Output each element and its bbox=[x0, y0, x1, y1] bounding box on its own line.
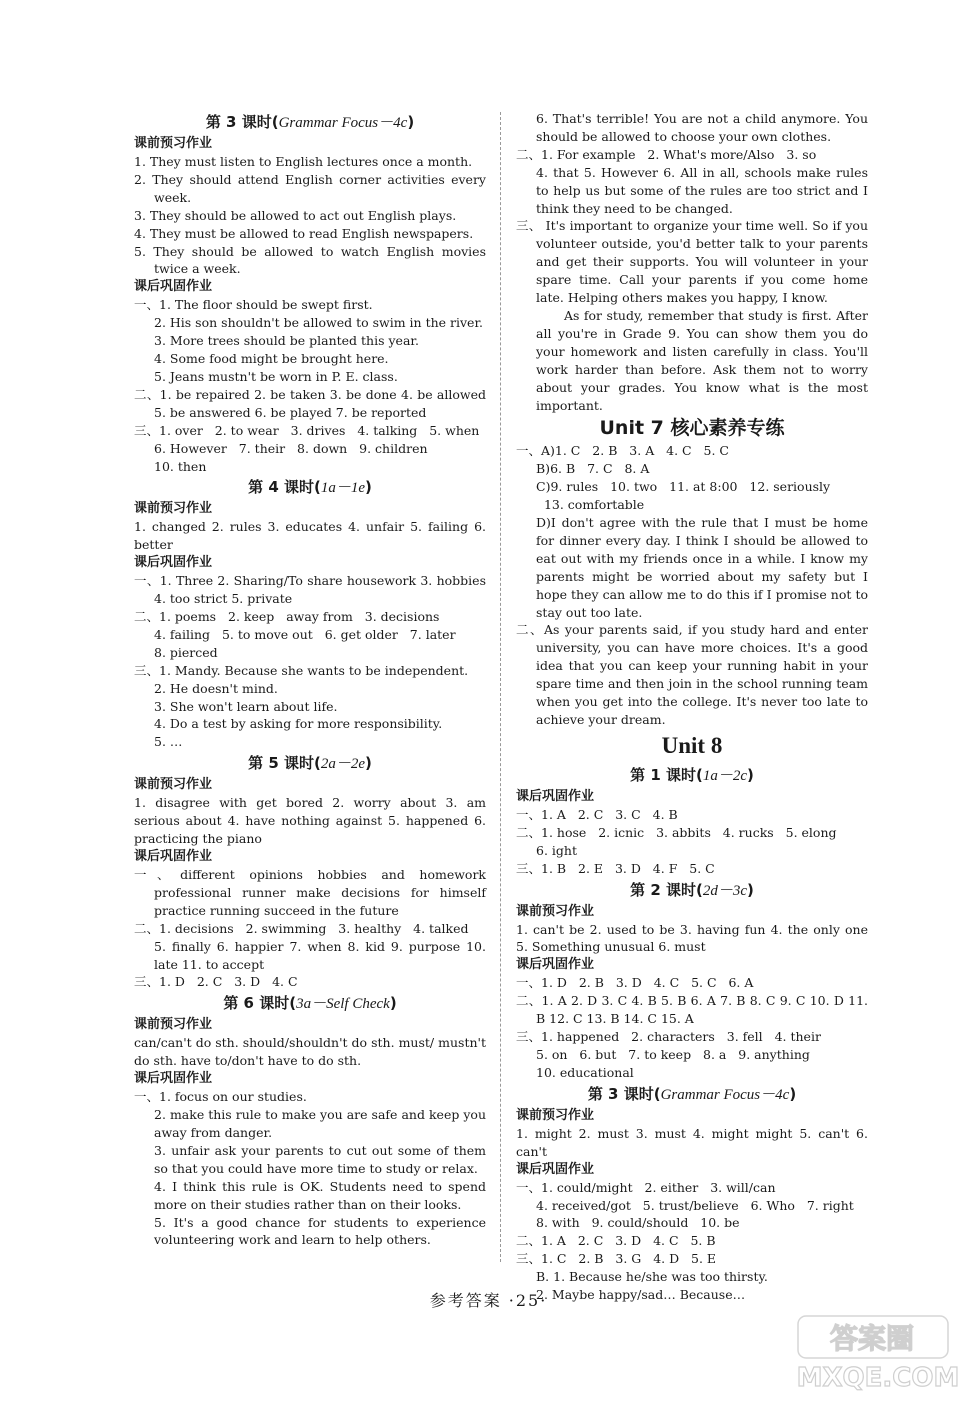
answer-line: 3. They should be allowed to act out English plays. bbox=[134, 207, 457, 223]
answer-line: 2. Maybe happy/sad… Because… bbox=[536, 1287, 746, 1303]
answer-line: 2. He doesn't mind. bbox=[154, 680, 278, 696]
watermark-logo bbox=[790, 1310, 965, 1395]
lesson-heading-label: 第 3 课时( bbox=[205, 113, 279, 131]
section-heading: 课后巩固作业 bbox=[134, 279, 213, 295]
answer-line: 三、1. D 2. C 3. D 4. C bbox=[134, 974, 298, 990]
section-heading: 课后巩固作业 bbox=[134, 1071, 213, 1087]
lesson-heading-close: ) bbox=[747, 880, 754, 899]
answer-line: 一、1. could/might 2. either 3. will/can bbox=[516, 1179, 776, 1195]
unit-title: Unit 8 bbox=[661, 732, 723, 758]
lesson-heading-label: 第 1 课时( bbox=[630, 765, 703, 784]
answer-line: 一、different opinions hobbies and homework professional runner make decisions for himself practice running succeed in the future bbox=[134, 867, 486, 918]
lesson-heading-label: 第 4 课时( bbox=[248, 478, 321, 497]
lesson-heading bbox=[134, 991, 486, 1016]
answer-line: 2. His son shouldn't be allowed to swim in the river. bbox=[154, 315, 484, 331]
answer-line: 8. with 9. could/should 10. be bbox=[536, 1215, 740, 1231]
section-heading: 课后巩固作业 bbox=[134, 849, 213, 864]
answer-line: 2. They should attend English corner activities every week. bbox=[134, 171, 486, 205]
lesson-heading-range: 2d－3c bbox=[702, 882, 748, 899]
answer-line: 一、1. A 2. C 3. C 4. B bbox=[516, 806, 678, 822]
answer-line: 一、1. D 2. B 3. D 4. C 5. C 6. A bbox=[516, 975, 754, 991]
answer-line: 5. Jeans mustn't be worn in P. E. class. bbox=[154, 368, 398, 384]
page-footer: 参考答案 ·25· bbox=[429, 1291, 548, 1310]
answer-line: 4. received/got 5. trust/believe 6. Who 7. right bbox=[536, 1197, 854, 1213]
lesson-heading-range: Grammar Focus－4c bbox=[278, 115, 408, 131]
lesson-heading bbox=[516, 1082, 868, 1107]
svg-text:答案圈: 答案圈 bbox=[829, 1322, 915, 1355]
answer-line: 一、1. The floor should be swept first. bbox=[134, 297, 373, 313]
answer-line: C)9. rules 10. two 11. at 8:00 12. seriously bbox=[536, 479, 831, 495]
answer-line: 10. then bbox=[154, 458, 207, 474]
lesson-heading-close: ) bbox=[365, 754, 372, 773]
section-heading: 课前预习作业 bbox=[134, 501, 213, 517]
answer-line: 5. It's a good chance for students to experience volunteering work and learn to help others. bbox=[154, 1214, 486, 1248]
answer-line: 2. make this rule to make you are safe and keep you away from danger. bbox=[154, 1107, 486, 1140]
lesson-heading bbox=[134, 475, 486, 500]
answer-line: 13. comfortable bbox=[536, 497, 645, 513]
answer-line: 4. that 5. However 6. All in all, schools make rules to help us but some of the rules are too strict and I think they need to be changed. bbox=[536, 164, 868, 216]
answer-line: 一、A)1. C 2. B 3. A 4. C 5. C bbox=[516, 443, 729, 459]
answer-line: 三、1. over 2. to wear 3. drives 4. talking 5. when bbox=[134, 422, 480, 438]
answer-line: B)6. B 7. C 8. A bbox=[536, 461, 650, 477]
answer-line: 8. pierced bbox=[154, 644, 218, 660]
answer-line: 6. However 7. their 8. down 9. children bbox=[154, 440, 428, 456]
section-heading: 课后巩固作业 bbox=[516, 957, 595, 973]
answer-line: 二、1. be repaired 2. be taken 3. be done 4. be allowed 5. be answered 6. be played 7. be reported bbox=[134, 386, 486, 420]
section-heading: 课前预习作业 bbox=[516, 1107, 595, 1123]
answer-line: 1. disagree with get bored 2. worry about 3. am serious about 4. have nothing against 5. happened 6. practicing the piano bbox=[134, 795, 486, 847]
lesson-heading-label: 第 5 课时( bbox=[248, 754, 321, 773]
answer-line: 1. changed 2. rules 3. educates 4. unfair 5. failing 6. better bbox=[134, 519, 486, 553]
answer-line: 二、1. poems 2. keep away from 3. decisions bbox=[134, 609, 440, 625]
answer-line: 4. failing 5. to move out 6. get older 7. later bbox=[154, 626, 456, 642]
answer-line: 1. might 2. must 3. must 4. might might 5. can't 6. can't bbox=[516, 1125, 868, 1159]
answer-line: 一、1. Three 2. Sharing/To share housework 3. hobbies 4. too strict 5. private bbox=[134, 573, 486, 607]
answer-line: 4. I think this rule is OK. Students need to spend more on their studies rather than on their looks. bbox=[154, 1178, 486, 1212]
answer-line: 二、1. decisions 2. swimming 3. healthy 4. talked bbox=[134, 920, 469, 936]
lesson-heading-label: 第 6 课时( bbox=[223, 994, 297, 1013]
section-heading: 课后巩固作业 bbox=[516, 1161, 595, 1177]
answer-line: 4. They must be allowed to read English newspapers. bbox=[134, 225, 474, 241]
answer-line: 三、1. C 2. B 3. G 4. D 5. E bbox=[516, 1251, 717, 1267]
lesson-heading-range: 3a－Self Check bbox=[296, 996, 390, 1013]
lesson-heading-close: ) bbox=[407, 113, 415, 131]
answer-line: 5. finally 6. happier 7. when 8. kid 9. purpose 10. late 11. to accept bbox=[154, 938, 486, 972]
lesson-heading-range: 2a－2e bbox=[320, 756, 366, 773]
lesson-heading-close: ) bbox=[365, 478, 372, 497]
answer-line: 二、1. For example 2. What's more/Also 3. so bbox=[516, 146, 817, 162]
answer-line: 三、1. B 2. E 3. D 4. F 5. C bbox=[516, 860, 715, 876]
section-heading: 课后巩固作业 bbox=[516, 788, 595, 804]
answer-line: 4. Some food might be brought here. bbox=[154, 351, 389, 367]
answer-line: 5. on 6. but 7. to keep 8. a 9. anything bbox=[536, 1046, 810, 1062]
answer-line: 三、1. happened 2. characters 3. fell 4. their bbox=[516, 1029, 821, 1045]
lesson-heading-range: Grammar Focus－4c bbox=[660, 1086, 790, 1103]
answer-line: 6. ight bbox=[536, 842, 577, 858]
answer-line: 二、1. A 2. C 3. D 4. C 5. B bbox=[516, 1233, 716, 1249]
lesson-heading-range: 1a－2c bbox=[702, 767, 748, 784]
right-column bbox=[516, 110, 868, 1304]
essay-paragraph: 三、 It's important to organize your time well. So if you volunteer outside, you'd better talk to your parents and get their supports. You will volunteer in your spare time. Call your parents if you come home late. Helping others makes you happy, I know. bbox=[516, 218, 868, 306]
lesson-heading-close: ) bbox=[747, 765, 754, 784]
unit-title: Unit 7 核心素养专练 bbox=[599, 417, 785, 440]
left-column bbox=[134, 110, 486, 1249]
section-heading: 课前预习作业 bbox=[134, 777, 213, 793]
answer-line: 4. Do a test by asking for more responsibility. bbox=[154, 716, 443, 732]
essay-paragraph: As for study, remember that study is first. After all you're in Grade 9. You can show them you do your homework and listen carefully in class. You'll work harder than before. Ask them not to worry about your grades. You know what is the most important. bbox=[536, 307, 868, 413]
section-heading: 课前预习作业 bbox=[134, 136, 213, 151]
answer-line: can/can't do sth. should/shouldn't do sth. must/ mustn't do sth. have to/don't have to do sth. bbox=[134, 1035, 486, 1069]
answer-line: 二、As your parents said, if you study hard and enter university, you can have more choices. It's a good idea that you can keep your running habit in your spare time and then join in the school running team when you get into the college. It's never too late to achieve your dream. bbox=[516, 622, 868, 727]
answer-line: 6. That's terrible! You are not a child anymore. You should be allowed to choose your own clothes. bbox=[536, 111, 868, 144]
section-heading: 课前预习作业 bbox=[134, 1017, 213, 1033]
lesson-heading bbox=[134, 110, 486, 135]
lesson-heading-close: ) bbox=[389, 994, 397, 1013]
section-heading: 课前预习作业 bbox=[516, 903, 595, 919]
lesson-heading bbox=[134, 751, 486, 776]
answer-line: 三、1. Mandy. Because she wants to be independent. bbox=[134, 662, 469, 678]
lesson-heading-range: 1a－1e bbox=[320, 480, 366, 497]
lesson-heading bbox=[516, 878, 868, 903]
answer-line: 二、1. A 2. D 3. C 4. B 5. B 6. A 7. B 8. C 9. C 10. D 11. B 12. C 13. B 14. C 15. A bbox=[516, 993, 868, 1027]
lesson-heading-label: 第 2 课时( bbox=[630, 880, 703, 899]
answer-line: 5. They should be allowed to watch English movies twice a week. bbox=[134, 243, 486, 277]
watermark-text: MXQE.COM bbox=[796, 1363, 960, 1393]
lesson-heading-close: ) bbox=[789, 1084, 797, 1103]
lesson-heading bbox=[516, 763, 868, 788]
answer-line: 5. … bbox=[154, 734, 183, 750]
answer-line: 3. unfair ask your parents to cut out some of them so that you could have more time to study or relax. bbox=[154, 1142, 486, 1176]
answer-line: 3. More trees should be planted this year. bbox=[154, 333, 419, 349]
answer-line: D)I don't agree with the rule that I must be home for dinner every day. I think I should be allowed to eat out with my friends once in a while. I know my parents might be worried about my safety but I hope they can allow me to do this if I promise not to stay out too late. bbox=[536, 515, 868, 620]
answer-line: 二、1. hose 2. icnic 3. abbits 4. rucks 5. elong bbox=[516, 824, 837, 840]
section-heading: 课后巩固作业 bbox=[134, 555, 213, 571]
answer-line: B. 1. Because he/she was too thirsty. bbox=[536, 1269, 768, 1285]
answer-line: 1. They must listen to English lectures once a month. bbox=[134, 154, 473, 169]
answer-line: 3. She won't learn about life. bbox=[154, 698, 338, 714]
lesson-heading-label: 第 3 课时( bbox=[587, 1084, 661, 1103]
answer-line: 一、1. focus on our studies. bbox=[134, 1089, 307, 1105]
answer-line: 10. educational bbox=[536, 1064, 634, 1080]
answer-line: 1. can't be 2. used to be 3. having fun 4. the only one 5. Something unusual 6. must bbox=[516, 921, 868, 955]
column-divider bbox=[500, 112, 501, 1262]
